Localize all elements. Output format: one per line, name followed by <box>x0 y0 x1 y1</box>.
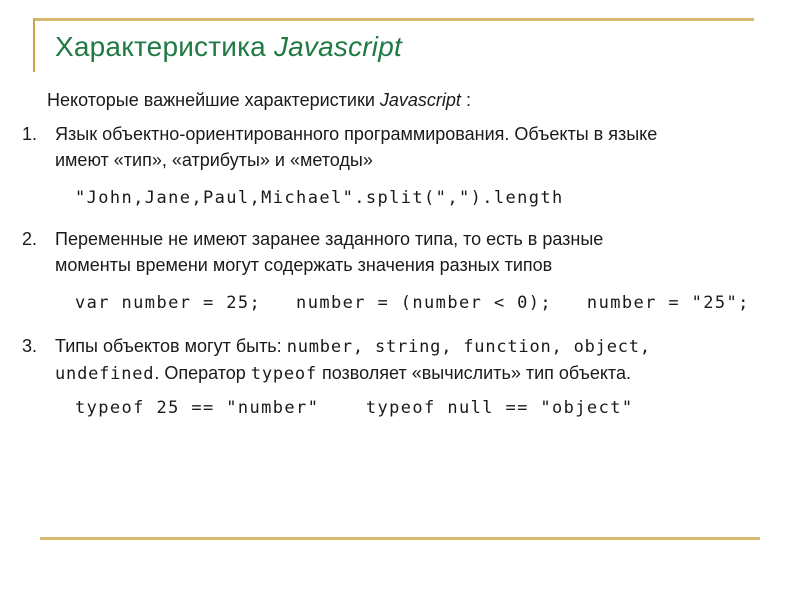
item-1-line-1: Язык объектно-ориентированного программирования. Объекты в языке <box>55 124 658 144</box>
item-3-line-2-text-2: позволяет «вычислить» тип объекта. <box>317 363 631 383</box>
item-3-line-2-text-1: . Оператор <box>154 363 251 383</box>
code-snippet-2: var number = 25; number = (number < 0); number = "25"; <box>75 293 750 313</box>
subtitle-suffix: : <box>460 90 471 110</box>
left-border-line <box>33 18 35 72</box>
item-3-line-2-code-term-2: typeof <box>250 364 317 384</box>
list-item-1 <box>22 121 657 173</box>
item-2-line-2: моменты времени могут содержать значения разных типов <box>55 255 553 275</box>
slide-subtitle <box>47 90 471 111</box>
subtitle-italic: Javascript <box>379 90 461 110</box>
code-snippet-1: "John,Jane,Paul,Michael".split(",").length <box>75 188 564 208</box>
item-3-number: 3. <box>22 336 38 356</box>
item-2-line-1: Переменные не имеют заранее заданного типа, то есть в разные <box>55 229 604 249</box>
item-1-number: 1. <box>22 124 38 144</box>
item-3-line-2-code-term-1: undefined <box>55 364 155 384</box>
bottom-border-line <box>40 537 760 540</box>
list-item-3 <box>22 333 651 387</box>
slide-title-italic: Javascript <box>273 31 402 62</box>
slide-title-regular: Характеристика <box>55 31 274 62</box>
item-3-line-1 <box>55 333 651 360</box>
subtitle-prefix: Некоторые важнейшие характеристики <box>47 90 380 110</box>
item-1-line-2: имеют «тип», «атрибуты» и «методы» <box>55 150 373 170</box>
slide-title <box>55 31 402 63</box>
item-2-number: 2. <box>22 229 38 249</box>
item-3-line-1-code-terms: number, string, function, object, <box>286 337 651 357</box>
item-3-line-1-text: Типы объектов могут быть: <box>55 336 287 356</box>
top-border-line <box>33 18 754 21</box>
item-3-line-2 <box>55 360 651 387</box>
list-item-2 <box>22 226 603 278</box>
code-snippet-3: typeof 25 == "number" typeof null == "object" <box>75 398 634 418</box>
